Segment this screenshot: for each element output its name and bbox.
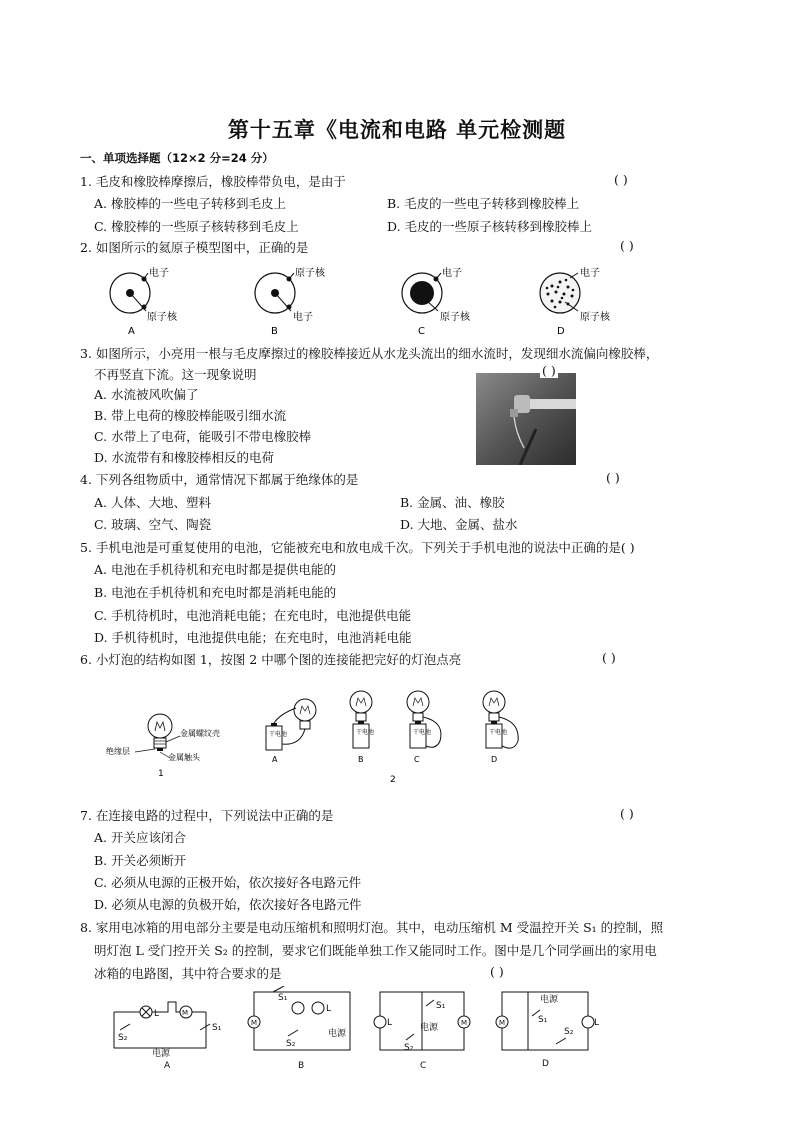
connection-option-b <box>350 691 374 764</box>
q8-stem-line3: 冰箱的电路图，其中符合要求的是 <box>94 966 282 981</box>
q1-answer-paren: ( ) <box>614 172 628 187</box>
option-label: C <box>414 755 420 764</box>
q1-option-d: D. 毛皮的一些原子核转移到橡胶棒上 <box>387 219 593 234</box>
circuit-a <box>114 1002 210 1048</box>
q4-option-d: D. 大地、金属、盐水 <box>400 517 518 532</box>
label-nucleus: 原子核 <box>295 268 325 279</box>
connection-option-a <box>266 699 316 764</box>
switch-label: S₁ <box>278 993 288 1003</box>
q1-option-a: A. 橡胶棒的一些电子转移到毛皮上 <box>94 196 286 211</box>
option-label: D <box>557 326 565 337</box>
option-label: D <box>491 755 498 764</box>
q6-bulb-figures <box>100 686 530 786</box>
label-insulator: 绝缘层 <box>106 747 130 756</box>
option-label: A <box>272 755 278 764</box>
q7-option-d: D. 必须从电源的负极开始，依次接好各电路元件 <box>94 897 362 912</box>
q4-stem: 4. 下列各组物质中，通常情况下都属于绝缘体的是 <box>80 472 359 487</box>
q8-answer-paren: ( ) <box>490 964 504 979</box>
option-label: A <box>128 326 135 337</box>
q3-faucet-photo <box>476 373 576 465</box>
motor-label: M <box>461 1019 468 1027</box>
q7-option-b: B. 开关必须断开 <box>94 853 187 868</box>
source-label: 电源 <box>152 1049 171 1059</box>
q7-option-a: A. 开关应该闭合 <box>94 830 186 845</box>
label-electron: 电子 <box>293 312 313 323</box>
motor-label: M <box>251 1019 258 1027</box>
lamp-label: L <box>326 1004 332 1014</box>
label-electron: 电子 <box>149 268 169 279</box>
source-label: 电源 <box>328 1029 347 1039</box>
option-label: C <box>420 1061 427 1070</box>
battery-label: 干电池 <box>356 729 375 736</box>
atom-model-a <box>110 266 178 337</box>
q2-atom-models-figure <box>100 258 660 340</box>
q1-option-c: C. 橡胶棒的一些原子核转移到毛皮上 <box>94 219 299 234</box>
q4-option-a: A. 人体、大地、塑料 <box>94 495 211 510</box>
q2-answer-paren: ( ) <box>620 238 634 253</box>
battery-label: 干电池 <box>269 731 288 738</box>
q5-option-d: D. 手机待机时，电池提供电能；在充电时，电池消耗电能 <box>94 630 412 645</box>
q8-stem-line1: 8. 家用电冰箱的用电部分主要是电动压缩机和照明灯泡。其中，电动压缩机 M 受温控开关 S₁ 的控制，照 <box>80 920 664 935</box>
option-label: B <box>358 755 364 764</box>
battery-label: 干电池 <box>413 729 432 736</box>
q7-answer-paren: ( ) <box>620 806 634 821</box>
switch-label: S₂ <box>404 1043 414 1053</box>
atom-model-c <box>402 266 471 337</box>
option-label: D <box>542 1059 549 1069</box>
label-electron: 电子 <box>442 268 462 279</box>
q3-option-d: D. 水流带有和橡胶棒相反的电荷 <box>94 450 275 465</box>
q8-stem-line2: 明灯泡 L 受门控开关 S₂ 的控制，要求它们既能单独工作又能同时工作。图中是几个同学画出的家用电 <box>94 943 657 958</box>
q3-stem-line2: 不再竖直下流。这一现象说明 <box>94 367 257 382</box>
label-metal-shell: 金属螺纹壳 <box>180 729 220 738</box>
option-label: A <box>164 1061 171 1070</box>
q5-option-b: B. 电池在手机待机和充电时都是消耗电能的 <box>94 585 337 600</box>
q5-option-c: C. 手机待机时，电池消耗电能；在充电时，电池提供电能 <box>94 608 412 623</box>
connection-option-c <box>407 691 441 764</box>
atom-model-d <box>540 266 611 337</box>
q4-option-c: C. 玻璃、空气、陶瓷 <box>94 517 212 532</box>
battery-label: 干电池 <box>489 729 508 736</box>
q5-option-a: A. 电池在手机待机和充电时都是提供电能的 <box>94 562 336 577</box>
q3-option-a: A. 水流被风吹偏了 <box>94 387 199 402</box>
fig2-number: 2 <box>390 775 396 785</box>
option-label: B <box>271 326 278 337</box>
option-label: B <box>298 1061 305 1070</box>
q3-option-b: B. 带上电荷的橡胶棒能吸引细水流 <box>94 408 287 423</box>
bulb-structure-figure <box>106 714 220 779</box>
label-nucleus: 原子核 <box>440 312 470 323</box>
label-metal-contact: 金属触头 <box>168 753 200 762</box>
switch-label: S₁ <box>212 1023 222 1033</box>
q4-option-b: B. 金属、油、橡胶 <box>400 495 505 510</box>
circuit-b <box>248 986 350 1050</box>
source-label: 电源 <box>540 995 559 1005</box>
q6-stem: 6. 小灯泡的结构如图 1，按图 2 中哪个图的连接能把完好的灯泡点亮 <box>80 652 462 667</box>
q1-stem: 1. 毛皮和橡胶棒摩擦后，橡胶棒带负电，是由于 <box>80 174 346 189</box>
label-electron: 电子 <box>580 268 600 279</box>
switch-label: S₂ <box>118 1033 128 1043</box>
lamp-label: L <box>594 1018 600 1028</box>
motor-label: M <box>499 1019 506 1027</box>
fig1-number: 1 <box>158 769 164 779</box>
lamp-label: L <box>387 1018 393 1028</box>
switch-label: S₂ <box>564 1027 574 1037</box>
q3-option-c: C. 水带上了电荷，能吸引不带电橡胶棒 <box>94 429 312 444</box>
label-nucleus: 原子核 <box>147 312 177 323</box>
q7-option-c: C. 必须从电源的正极开始，依次接好各电路元件 <box>94 875 362 890</box>
q1-option-b: B. 毛皮的一些电子转移到橡胶棒上 <box>387 196 580 211</box>
q3-answer-paren: ( ) <box>542 363 556 378</box>
q6-answer-paren: ( ) <box>602 650 616 665</box>
q8-circuit-diagrams <box>108 986 628 1070</box>
motor-label: M <box>182 1009 189 1017</box>
atom-model-b <box>255 266 326 337</box>
q2-stem: 2. 如图所示的氦原子模型图中，正确的是 <box>80 240 309 255</box>
q7-stem: 7. 在连接电路的过程中，下列说法中正确的是 <box>80 808 334 823</box>
label-nucleus: 原子核 <box>580 312 610 323</box>
q3-stem-line1: 3. 如图所示，小亮用一根与毛皮摩擦过的橡胶棒接近从水龙头流出的细水流时，发现细水流偏向橡胶棒， <box>80 346 659 361</box>
switch-label: S₁ <box>436 1001 446 1011</box>
connection-option-d <box>483 691 518 764</box>
lamp-label: L <box>154 1009 160 1019</box>
section-heading: 一、单项选择题（12×2 分=24 分） <box>80 151 274 165</box>
option-label: C <box>418 326 425 337</box>
page-title: 第十五章《电流和电路 单元检测题 <box>227 118 567 142</box>
switch-label: S₁ <box>538 1015 548 1025</box>
switch-label: S₂ <box>286 1039 296 1049</box>
q4-answer-paren: ( ) <box>606 470 620 485</box>
source-label: 电源 <box>420 1023 439 1033</box>
q5-stem: 5. 手机电池是可重复使用的电池，它能被充电和放电成千次。下列关于手机电池的说法中正确的是( ) <box>80 540 635 555</box>
